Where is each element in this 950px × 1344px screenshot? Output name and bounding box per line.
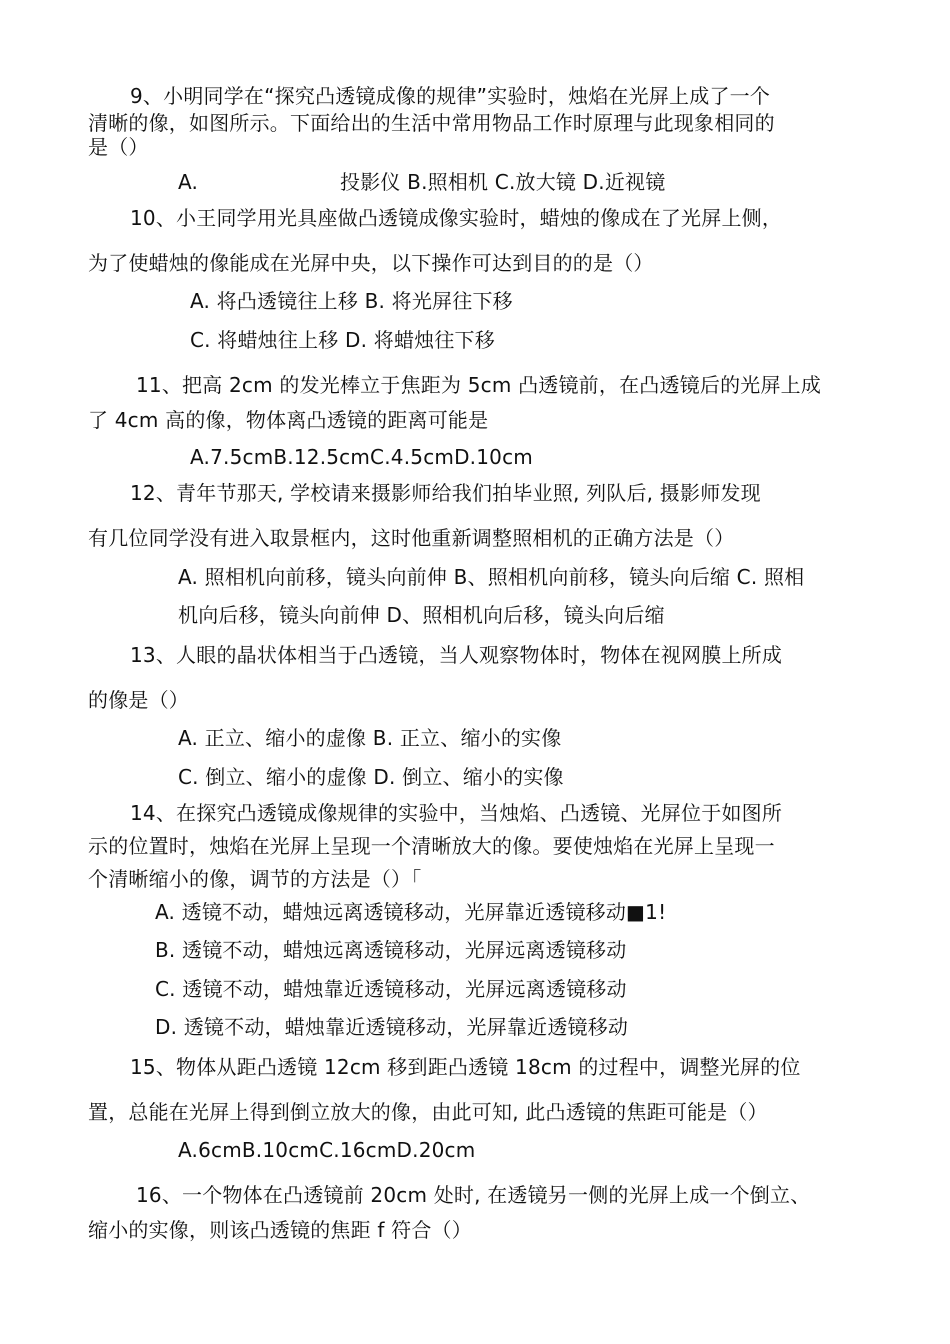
q11-line-1: 11、把高 2cm 的发光棒立于焦距为 5cm 凸透镜前，在凸透镜后的光屏上成 <box>136 373 822 397</box>
q10-options-1: A. 将凸透镜往上移 B. 将光屏往下移 <box>190 289 513 313</box>
q11-options: A.7.5cmB.12.5cmC.4.5cmD.10cm <box>190 445 533 469</box>
q13-options-2: C. 倒立、缩小的虚像 D. 倒立、缩小的实像 <box>178 765 564 789</box>
q12-options-1: A. 照相机向前移，镜头向前伸 B、照相机向前移，镜头向后缩 C. 照相 <box>178 565 805 589</box>
q15-line-1: 15、物体从距凸透镜 12cm 移到距凸透镜 18cm 的过程中，调整光屏的位 <box>130 1055 801 1079</box>
q10-line-1: 10、小王同学用光具座做凸透镜成像实验时，蜡烛的像成在了光屏上侧， <box>130 206 783 230</box>
q15-options: A.6cmB.10cmC.16cmD.20cm <box>178 1138 476 1162</box>
q16-line-1: 16、一个物体在凸透镜前 20cm 处时, 在透镜另一侧的光屏上成一个倒立、 <box>136 1183 811 1207</box>
q14-option-d: D. 透镜不动，蜡烛靠近透镜移动，光屏靠近透镜移动 <box>155 1015 629 1039</box>
q13-line-1: 13、人眼的晶状体相当于凸透镜，当人观察物体时，物体在视网膜上所成 <box>130 643 783 667</box>
q14-option-c: C. 透镜不动，蜡烛靠近透镜移动，光屏远离透镜移动 <box>155 977 627 1001</box>
q14-option-a: A. 透镜不动，蜡烛远离透镜移动，光屏靠近透镜移动■1! <box>155 900 667 924</box>
q13-line-2: 的像是（） <box>88 688 189 712</box>
q13-options-1: A. 正立、缩小的虚像 B. 正立、缩小的实像 <box>178 726 562 750</box>
q15-line-2: 置，总能在光屏上得到倒立放大的像，由此可知, 此凸透镜的焦距可能是（） <box>88 1100 768 1124</box>
q14-line-1: 14、在探究凸透镜成像规律的实验中，当烛焰、凸透镜、光屏位于如图所 <box>130 801 783 825</box>
q9-option-a-label: A. <box>178 170 199 194</box>
q10-line-2: 为了使蜡烛的像能成在光屏中央，以下操作可达到目的的是（） <box>88 251 654 275</box>
q9-line-3: 是（） <box>88 135 149 159</box>
q12-line-1: 12、青年节那天, 学校请来摄影师给我们拍毕业照, 列队后, 摄影师发现 <box>130 481 761 505</box>
q9-line-2: 清晰的像，如图所示。下面给出的生活中常用物品工作时原理与此现象相同的 <box>88 111 775 135</box>
q9-options: 投影仪 B.照相机 C.放大镜 D.近视镜 <box>340 170 666 194</box>
q9-line-1: 9、小明同学在“探究凸透镜成像的规律”实验时，烛焰在光屏上成了一个 <box>130 84 771 108</box>
q16-line-2: 缩小的实像，则该凸透镜的焦距 f 符合（） <box>88 1218 472 1242</box>
q10-options-2: C. 将蜡烛往上移 D. 将蜡烛往下移 <box>190 328 495 352</box>
q11-line-2: 了 4cm 高的像，物体离凸透镜的距离可能是 <box>88 408 489 432</box>
q14-line-3: 个清晰缩小的像，调节的方法是（）「 <box>88 867 422 891</box>
q14-option-b: B. 透镜不动，蜡烛远离透镜移动，光屏远离透镜移动 <box>155 938 627 962</box>
q12-line-2: 有几位同学没有进入取景框内，这时他重新调整照相机的正确方法是（） <box>88 526 735 550</box>
q12-options-2: 机向后移，镜头向前伸 D、照相机向后移，镜头向后缩 <box>178 603 665 627</box>
q14-line-2: 示的位置时，烛焰在光屏上呈现一个清晰放大的像。要使烛焰在光屏上呈现一 <box>88 834 775 858</box>
